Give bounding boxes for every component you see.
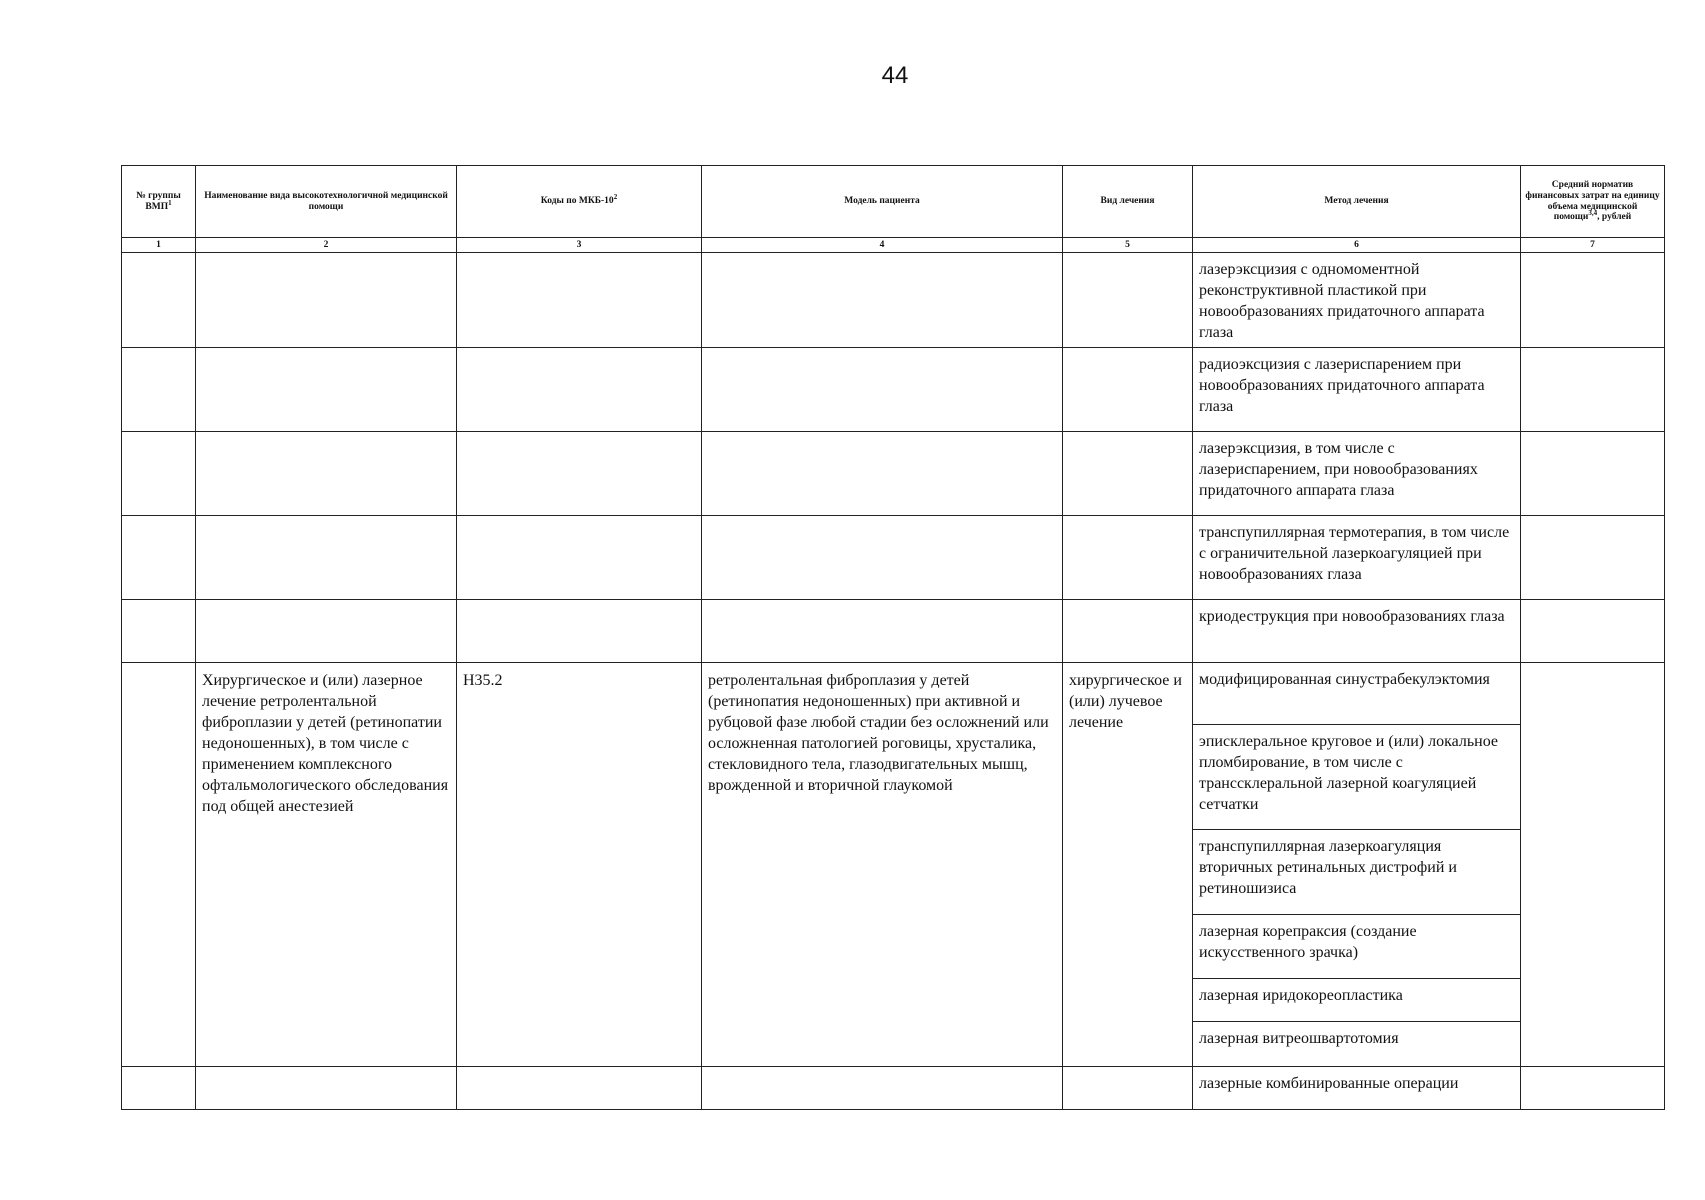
column-number: 7 (1521, 238, 1665, 253)
treatment-method: лазерэксцизия, в том числе с лазериспарением, при новообразованиях придаточного аппарата глаза (1199, 440, 1478, 499)
treatment-method: лазерэксцизия с одномоментной реконструктивной пластикой при новообразованиях придаточного аппарата глаза (1199, 261, 1485, 341)
column-number: 5 (1063, 238, 1193, 253)
table-row (122, 1067, 1665, 1110)
table-row (122, 600, 1665, 663)
header-patient-model: Модель пациента (702, 166, 1063, 238)
header-vmp-name: Наименование вида высокотехнологичной медицинской помощи (196, 166, 457, 238)
vmp-name: Хирургическое и (или) лазерное лечение ретролентальной фиброплазии у детей (ретинопатии недоношенных), в том числе с применением комплексного офтальмологического обследования под общей анестезией (202, 672, 449, 815)
header-treatment-type: Вид лечения (1063, 166, 1193, 238)
treatment-method: лазерная витреошвартотомия (1199, 1030, 1399, 1047)
table-row (122, 348, 1665, 432)
treatment-type: хирургическое и (или) лучевое лечение (1069, 672, 1182, 731)
page-number: 44 (881, 62, 909, 89)
treatment-method: лазерные комбинированные операции (1199, 1075, 1459, 1092)
column-number: 6 (1193, 238, 1521, 253)
treatment-method: модифицированная синустрабекулэктомия (1193, 663, 1520, 725)
treatment-method: транспупиллярная лазеркоагуляция вторичных ретинальных дистрофий и ретиношизиса (1193, 830, 1520, 915)
treatment-method: радиоэксцизия с лазериспарением при новообразованиях придаточного аппарата глаза (1199, 356, 1485, 415)
table-row (122, 253, 1665, 348)
treatment-method-list (1193, 663, 1520, 1064)
vmp-table (121, 165, 1665, 1110)
patient-model: ретролентальная фиброплазия у детей (ретинопатия недоношенных) при активной и рубцовой фазе любой стадии без осложнений или осложненная патологией роговицы, хрусталика, стекловидного тела, глазодвигательных мышц, врожденной и вторичной глаукомой (708, 672, 1049, 794)
column-number: 3 (457, 238, 702, 253)
table-row (122, 516, 1665, 600)
treatment-method: транспупиллярная термотерапия, в том числе с ограничительной лазеркоагуляцией при новообразованиях глаза (1199, 524, 1510, 583)
header-icd-codes: Коды по МКБ-$10^2$ (457, 166, 702, 238)
group-number-cell (122, 663, 196, 1067)
header-cost-norm: Средний норматив финансовых затрат на единицу объема медицинской помощи$^{3,4}$, рублей (1521, 166, 1665, 238)
column-number: 4 (702, 238, 1063, 253)
treatment-method: лазерная корепраксия (создание искусственного зрачка) (1193, 915, 1520, 979)
treatment-method: лазерная иридокореопластика (1193, 979, 1520, 1022)
column-number: 1 (122, 238, 196, 253)
column-number: 2 (196, 238, 457, 253)
treatment-method: криодеструкция при новообразованиях глаза (1199, 608, 1505, 625)
header-row (122, 166, 1665, 238)
icd-codes: H35.2 (463, 672, 503, 689)
column-numbers-row (122, 238, 1665, 253)
table-row (122, 432, 1665, 516)
treatment-method: эписклеральное круговое и (или) локальное пломбирование, в том числе с транссклеральной лазерной коагуляцией сетчатки (1193, 725, 1520, 830)
header-group-no: № группы ВМП$^1$ (122, 166, 196, 238)
table-row-rop (122, 663, 1665, 1067)
header-treatment-method: Метод лечения (1193, 166, 1521, 238)
